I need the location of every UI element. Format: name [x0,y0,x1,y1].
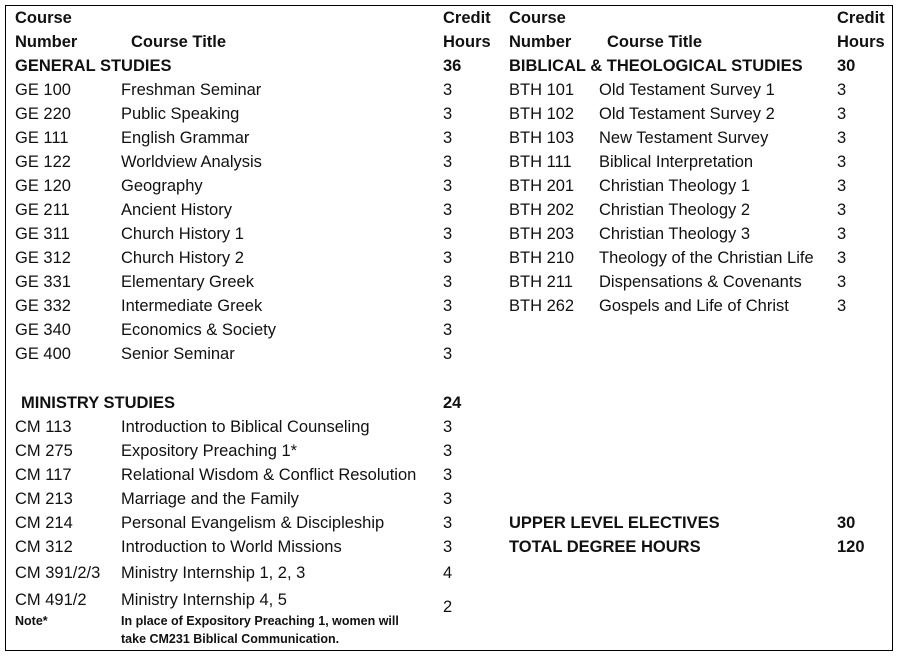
header-number: Number [509,33,572,51]
course-title: Old Testament Survey 1 [599,81,775,99]
course-code: BTH 210 [509,249,575,267]
credit-hours: 3 [837,273,847,291]
course-code: BTH 103 [509,129,575,147]
credit-hours: 3 [443,225,453,243]
section-hours-biblical-theological: 30 [837,57,856,75]
course-title: English Grammar [121,129,250,147]
course-title: Old Testament Survey 2 [599,105,775,123]
course-title: Gospels and Life of Christ [599,297,789,315]
upper-level-electives-hours: 30 [837,514,856,532]
course-code: GE 331 [15,273,71,291]
course-title: Church History 1 [121,225,244,243]
course-title: Christian Theology 1 [599,177,751,195]
section-title-biblical-theological: BIBLICAL & THEOLOGICAL STUDIES [509,57,803,75]
section-title-general-studies: GENERAL STUDIES [15,57,172,75]
credit-hours: 2 [443,598,453,616]
credit-hours: 3 [443,105,453,123]
total-degree-hours-label: TOTAL DEGREE HOURS [509,538,701,556]
course-code: GE 120 [15,177,71,195]
course-code: BTH 201 [509,177,575,195]
course-code: CM 275 [15,442,73,460]
credit-hours: 3 [443,321,453,339]
credit-hours: 3 [443,273,453,291]
header-hours: Hours [837,33,885,51]
credit-hours: 3 [837,129,847,147]
course-code: GE 332 [15,297,71,315]
course-title: Theology of the Christian Life [599,249,814,267]
credit-hours: 3 [837,297,847,315]
course-code: CM 213 [15,490,73,508]
course-title: Expository Preaching 1* [121,442,298,460]
upper-level-electives-label: UPPER LEVEL ELECTIVES [509,514,720,532]
course-title: Church History 2 [121,249,244,267]
course-title: Elementary Greek [121,273,254,291]
header-hours: Hours [443,33,491,51]
course-code: GE 400 [15,345,71,363]
credit-hours: 3 [443,297,453,315]
credit-hours: 3 [443,249,453,267]
credit-hours: 3 [443,538,453,556]
note-label: Note* [15,614,48,628]
course-title: Biblical Interpretation [599,153,754,171]
course-code: CM 312 [15,538,73,556]
credit-hours: 3 [443,345,453,363]
course-title: Marriage and the Family [121,490,299,508]
credit-hours: 3 [443,442,453,460]
credit-hours: 3 [837,81,847,99]
course-title: Ministry Internship 4, 5 [121,591,287,609]
header-course-title: Course Title [131,33,227,51]
credit-hours: 3 [443,153,453,171]
credit-hours: 3 [443,81,453,99]
section-hours-general-studies: 36 [443,57,462,75]
credit-hours: 3 [837,153,847,171]
course-title: New Testament Survey [599,129,769,147]
course-title: Economics & Society [121,321,276,339]
header-course: Course [15,9,72,27]
course-code: BTH 111 [509,153,572,171]
course-code: BTH 211 [509,273,573,291]
course-title: Senior Seminar [121,345,235,363]
course-code: BTH 262 [509,297,575,315]
course-code: GE 111 [15,129,69,147]
credit-hours: 3 [443,201,453,219]
course-title: Ancient History [121,201,232,219]
credit-hours: 3 [837,201,847,219]
credit-hours: 3 [837,105,847,123]
credit-hours: 3 [443,418,453,436]
course-title: Christian Theology 3 [599,225,751,243]
course-code: GE 311 [15,225,70,243]
credit-hours: 3 [443,129,453,147]
course-code: GE 340 [15,321,71,339]
header-credit: Credit [443,9,491,27]
credit-hours: 4 [443,564,453,582]
course-code: CM 391/2/3 [15,564,101,582]
course-code: GE 100 [15,81,71,99]
course-title: Relational Wisdom & Conflict Resolution [121,466,417,484]
course-title: Christian Theology 2 [599,201,751,219]
header-course: Course [509,9,566,27]
course-code: GE 220 [15,105,71,123]
section-title-ministry-studies: MINISTRY STUDIES [21,394,176,412]
course-title: Intermediate Greek [121,297,263,315]
credit-hours: 3 [443,490,453,508]
course-title: Freshman Seminar [121,81,262,99]
course-title: Introduction to World Missions [121,538,342,556]
header-course-title: Course Title [607,33,703,51]
section-hours-ministry-studies: 24 [443,394,462,412]
course-title: Worldview Analysis [121,153,262,171]
course-code: GE 122 [15,153,71,171]
course-code: CM 113 [15,418,72,436]
credit-hours: 3 [443,466,453,484]
course-title: Personal Evangelism & Discipleship [121,514,385,532]
course-code: BTH 202 [509,201,575,219]
course-title: Dispensations & Covenants [599,273,802,291]
course-code: GE 211 [15,201,70,219]
credit-hours: 3 [837,177,847,195]
course-title: Ministry Internship 1, 2, 3 [121,564,306,582]
course-code: BTH 203 [509,225,575,243]
course-title: Public Speaking [121,105,240,123]
course-title: Geography [121,177,203,195]
course-title: Introduction to Biblical Counseling [121,418,370,436]
course-code: CM 214 [15,514,73,532]
course-code: BTH 102 [509,105,575,123]
header-number: Number [15,33,78,51]
course-code: BTH 101 [509,81,575,99]
total-degree-hours-value: 120 [837,538,865,556]
course-code: CM 117 [15,466,72,484]
credit-hours: 3 [443,514,453,532]
note-text-line2: take CM231 Biblical Communication. [121,632,340,646]
credit-hours: 3 [837,225,847,243]
credit-hours: 3 [837,249,847,267]
note-text-line1: In place of Expository Preaching 1, women will [121,614,399,628]
course-code: GE 312 [15,249,71,267]
credit-hours: 3 [443,177,453,195]
header-credit: Credit [837,9,885,27]
course-code: CM 491/2 [15,591,87,609]
